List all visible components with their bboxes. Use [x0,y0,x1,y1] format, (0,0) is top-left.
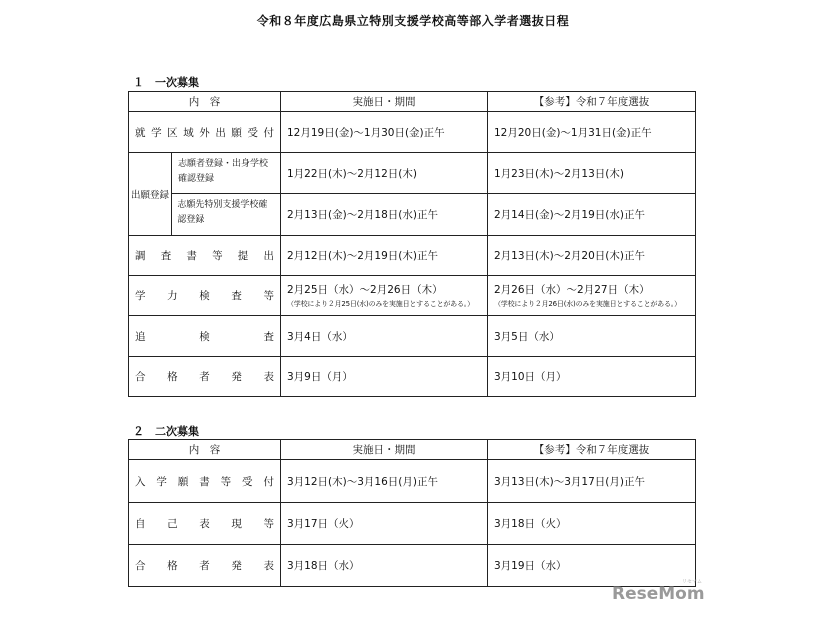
table-row [129,316,696,357]
header-period: 実施日・期間 [281,92,488,112]
table-row [129,276,696,316]
row-item-char: 願 [231,126,242,139]
row-item-char: 検 [199,290,210,302]
row-current-value: 3月4日（水） [281,316,488,357]
row-item-label [129,357,281,397]
row-current-value: 3月12日(木)～3月16日(月)正午 [281,460,488,503]
row-item-char: 格 [167,560,178,572]
table-row [129,357,696,397]
row-item-char: 入 [135,475,146,488]
row-reference-value: 1月23日(木)～2月13日(木) [488,153,696,194]
header-content: 内 容 [129,92,281,112]
row-reference-value: 3月13日(木)～3月17日(月)正午 [488,460,696,503]
row-item-char: 調 [135,250,146,262]
row-current-value: 2月25日（水）～2月26日（木） [287,284,443,296]
row-item-char: 発 [231,371,242,383]
row-reference-value: 3月5日（水） [488,316,696,357]
row-reference-value: 3月10日（月） [488,357,696,397]
row-item-label [129,236,281,276]
section1-table [128,91,696,397]
row-item-char: 査 [263,330,274,343]
row-item-char: 格 [167,371,178,383]
row-item-char: 自 [135,518,146,530]
row-item-char: 追 [135,330,146,343]
row-reference-value: 2月13日(木)～2月20日(木)正午 [488,236,696,276]
row-item-char: 学 [156,475,167,488]
row-item-char: 書 [199,475,210,488]
row-reference-value: 3月18日（火） [488,503,696,545]
group-label: 出願登録 [129,153,172,235]
row-item-char: 力 [167,290,178,302]
row-item-char: 就 [135,126,146,139]
row-item-text [135,288,274,303]
row-item-group [129,153,281,201]
row-item-char: 等 [263,290,274,302]
row-item-label [129,276,281,316]
table-row [129,194,696,236]
row-item-char: 学 [151,126,162,139]
header-content: 内 容 [129,440,281,460]
row-current-value: 3月17日（火） [281,503,488,545]
row-current-value: 12月19日(金)～1月30日(金)正午 [281,112,488,153]
row-item-text [135,558,274,573]
row-item-text [135,474,274,489]
table-header-row [129,440,696,460]
row-item-char: 表 [263,371,274,383]
table-row [129,112,696,153]
row-reference-cell [488,276,696,316]
row-item-char: 発 [231,560,242,572]
row-item-char: 等 [263,518,274,530]
page-title: 令和８年度広島県立特別支援学校高等部入学者選抜日程 [256,14,570,28]
row-item-char: 検 [199,330,210,343]
row-item-text [135,329,274,344]
row-item-char: 域 [183,126,194,139]
row-item-text [135,516,274,531]
row-current-cell [281,276,488,316]
row-item-char: 受 [247,126,258,139]
row-item-label [129,112,281,153]
table-row [129,503,696,545]
row-item-text [135,248,274,263]
table-row [129,236,696,276]
section2-table [128,439,696,587]
row-reference-value: 12月20日(金)～1月31日(金)正午 [488,112,696,153]
resemom-logo: ReseMom [612,584,705,604]
row-current-value: 3月18日（水） [281,545,488,587]
section1-label: １ 一次募集 [133,76,199,89]
row-item-char: 学 [135,290,146,302]
row-reference-value: 3月19日（水） [488,545,696,587]
row-current-value: 2月12日(木)～2月19日(木)正午 [281,236,488,276]
row-current-note: （学校により２月25日(水)のみを実施日とすることがある。） [287,300,474,308]
row-item-char: 現 [231,518,242,530]
row-item-label [129,316,281,357]
table-row [129,153,696,194]
row-item-char: 己 [167,518,178,530]
row-current-value: 3月9日（月） [281,357,488,397]
row-item-char: 等 [212,250,223,262]
row-reference-note: （学校により２月26日(水)のみを実施日とすることがある。） [494,300,681,308]
row-current-value: 1月22日(木)～2月12日(木) [281,153,488,194]
row-item-char: 出 [215,126,226,139]
row-item-char: 査 [231,290,242,302]
row-item-char: 外 [199,126,210,139]
row-item-char: 査 [160,250,172,262]
row-item-text [135,369,274,384]
sub-item-label: 志願先特別支援学校確認登録 [170,194,280,235]
row-current-value: 2月13日(金)～2月18日(水)正午 [281,194,488,236]
row-item-char: 等 [220,475,232,488]
row-item-label [129,503,281,545]
row-item-char: 付 [263,475,274,488]
row-item-char: 受 [242,475,253,488]
header-period: 実施日・期間 [281,440,488,460]
row-item-char: 付 [263,126,274,139]
section2-label: ２ 二次募集 [133,425,199,438]
row-reference-value: 2月14日(金)～2月19日(水)正午 [488,194,696,236]
row-item-char: 者 [199,371,210,383]
row-item-label [129,460,281,503]
table-header-row [129,92,696,112]
row-reference-value: 2月26日（水）～2月27日（木） [494,284,650,296]
row-item-char: 表 [263,560,274,572]
row-item-text [135,125,274,140]
row-item-char: 合 [135,560,146,572]
header-reference: 【参考】令和７年度選抜 [488,440,696,460]
row-item-char: 願 [177,475,189,488]
row-item-char: 区 [167,126,178,139]
row-item-char: 提 [237,250,249,262]
row-item-label [129,545,281,587]
resemom-logo-subtext: リセマム [682,579,702,585]
row-item-char: 書 [186,250,197,262]
sub-item-label: 志願者登録・出身学校確認登録 [178,159,269,184]
row-item-char: 合 [135,371,146,383]
row-item-char: 表 [199,518,210,530]
table-row [129,460,696,503]
row-item-char: 出 [263,250,274,262]
table-row [129,545,696,587]
row-item-char: 者 [199,560,210,572]
header-reference: 【参考】令和７年度選抜 [488,92,696,112]
